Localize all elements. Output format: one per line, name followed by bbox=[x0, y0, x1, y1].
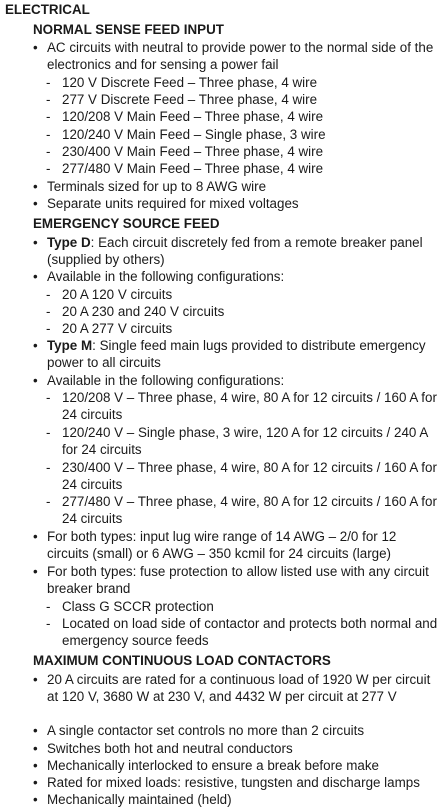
bullet-item-contactor bbox=[33, 740, 439, 757]
bullet-item-normal-intro bbox=[33, 39, 439, 74]
dash-item-fuse bbox=[46, 598, 440, 615]
bullet-text: Terminals sized for up to 8 AWG wire bbox=[47, 179, 267, 194]
dash-item-config bbox=[46, 320, 440, 337]
bullet-text: Rated for mixed loads: resistive, tungsten and discharge lamps bbox=[47, 775, 420, 790]
bullet-glyph: • bbox=[33, 235, 38, 250]
bullet-glyph: • bbox=[33, 179, 38, 194]
bullet-text: For both types: input lug wire range of 14 AWG – 2/0 for 12 circuits (small) or 6 AWG – 350 kcmil for 24 circuits (large) bbox=[47, 529, 397, 562]
bullet-text: 20 A circuits are rated for a continuous load of 1920 W per circuit at 120 V, 3680 W at 230 V, and 4432 W per circuit at 277 V bbox=[47, 672, 431, 705]
dash-glyph: - bbox=[46, 287, 51, 302]
bullet-item-contactor bbox=[33, 774, 439, 791]
dash-text: 277/480 V – Three phase, 4 wire, 80 A for 12 circuits / 160 A for 24 circuits bbox=[62, 494, 437, 527]
type-m-label: Type M bbox=[47, 338, 93, 353]
bullet-text: AC circuits with neutral to provide power to the normal side of the electronics and for sensing a power fail bbox=[47, 40, 434, 73]
dash-item-feed bbox=[46, 91, 440, 108]
dash-item-fuse bbox=[46, 615, 440, 650]
dash-item-config bbox=[46, 286, 440, 303]
bullet-item-contactor bbox=[33, 791, 439, 808]
bullet-item-separate-units bbox=[33, 195, 439, 212]
dash-glyph: - bbox=[46, 599, 51, 614]
bullet-glyph: • bbox=[33, 338, 38, 353]
dash-glyph: - bbox=[46, 127, 51, 142]
bullet-item-fuse-protection bbox=[33, 563, 439, 598]
bullet-text bbox=[33, 337, 439, 372]
section-heading-electrical: ELECTRICAL bbox=[5, 2, 90, 17]
bullet-text bbox=[33, 234, 439, 269]
bullet-text: Mechanically maintained (held) bbox=[47, 792, 232, 807]
dash-glyph: - bbox=[46, 161, 51, 176]
dash-glyph: - bbox=[46, 144, 51, 159]
dash-item-feed bbox=[46, 143, 440, 160]
dash-text: 20 A 230 and 240 V circuits bbox=[62, 304, 225, 319]
dash-glyph: - bbox=[46, 425, 51, 440]
bullet-glyph: • bbox=[33, 529, 38, 544]
type-m-description: : Single feed main lugs provided to distribute emergency power to all circuits bbox=[47, 338, 426, 371]
bullet-item-terminals bbox=[33, 178, 439, 195]
dash-text: 120 V Discrete Feed – Three phase, 4 wire bbox=[62, 75, 318, 90]
dash-item-feed bbox=[46, 108, 440, 125]
bullet-item-available-configs bbox=[33, 372, 439, 389]
bullet-glyph: • bbox=[33, 758, 38, 773]
bullet-item-contactor bbox=[33, 722, 439, 739]
bullet-text: Switches both hot and neutral conductors bbox=[47, 741, 293, 756]
dash-glyph: - bbox=[46, 75, 51, 90]
dash-text: 20 A 120 V circuits bbox=[62, 287, 173, 302]
bullet-text: Available in the following configurations: bbox=[47, 269, 285, 284]
bullet-item-lug-range bbox=[33, 528, 439, 563]
dash-text: 277 V Discrete Feed – Three phase, 4 wire bbox=[62, 92, 318, 107]
bullet-glyph: • bbox=[33, 40, 38, 55]
dash-item-config bbox=[46, 424, 440, 459]
dash-glyph: - bbox=[46, 109, 51, 124]
dash-text: Class G SCCR protection bbox=[62, 599, 214, 614]
dash-text: 120/208 V Main Feed – Three phase, 4 wire bbox=[62, 109, 324, 124]
bullet-item-available-configs bbox=[33, 268, 439, 285]
bullet-text: For both types: fuse protection to allow listed use with any circuit breaker brand bbox=[47, 564, 429, 597]
dash-glyph: - bbox=[46, 616, 51, 631]
dash-glyph: - bbox=[46, 494, 51, 509]
bullet-text: Separate units required for mixed voltages bbox=[47, 196, 299, 211]
bullet-glyph: • bbox=[33, 196, 38, 211]
bullet-glyph: • bbox=[33, 723, 38, 738]
bullet-glyph: • bbox=[33, 564, 38, 579]
dash-text: Located on load side of contactor and protects both normal and emergency source feeds bbox=[62, 616, 438, 649]
bullet-glyph: • bbox=[33, 672, 38, 687]
dash-text: 120/240 V – Single phase, 3 wire, 120 A for 12 circuits / 240 A for 24 circuits bbox=[62, 425, 428, 458]
dash-glyph: - bbox=[46, 390, 51, 405]
dash-item-config bbox=[46, 303, 440, 320]
dash-item-feed bbox=[46, 160, 440, 177]
subheading-emergency-source-feed: EMERGENCY SOURCE FEED bbox=[33, 216, 220, 231]
subheading-normal-sense-feed: NORMAL SENSE FEED INPUT bbox=[33, 22, 224, 37]
bullet-glyph: • bbox=[33, 741, 38, 756]
dash-glyph: - bbox=[46, 321, 51, 336]
dash-glyph: - bbox=[46, 304, 51, 319]
subheading-max-continuous-load: MAXIMUM CONTINUOUS LOAD CONTACTORS bbox=[33, 653, 331, 668]
bullet-item-contactor bbox=[33, 757, 439, 774]
type-d-label: Type D bbox=[47, 235, 91, 250]
bullet-glyph: • bbox=[33, 373, 38, 388]
dash-item-feed bbox=[46, 126, 440, 143]
dash-text: 230/400 V Main Feed – Three phase, 4 wire bbox=[62, 144, 324, 159]
bullet-glyph: • bbox=[33, 775, 38, 790]
bullet-text: Mechanically interlocked to ensure a break before make bbox=[47, 758, 379, 773]
dash-item-config bbox=[46, 493, 440, 528]
dash-glyph: - bbox=[46, 460, 51, 475]
dash-item-config bbox=[46, 459, 440, 494]
dash-text: 230/400 V – Three phase, 4 wire, 80 A for 12 circuits / 160 A for 24 circuits bbox=[62, 460, 437, 493]
dash-text: 120/208 V – Three phase, 4 wire, 80 A for 12 circuits / 160 A for 24 circuits bbox=[62, 390, 437, 423]
bullet-text: A single contactor set controls no more than 2 circuits bbox=[47, 723, 365, 738]
dash-item-feed bbox=[46, 74, 440, 91]
dash-glyph: - bbox=[46, 92, 51, 107]
bullet-glyph: • bbox=[33, 269, 38, 284]
dash-text: 120/240 V Main Feed – Single phase, 3 wire bbox=[62, 127, 326, 142]
bullet-item-type-d bbox=[33, 234, 439, 269]
dash-item-config bbox=[46, 389, 440, 424]
bullet-glyph: • bbox=[33, 792, 38, 807]
dash-text: 20 A 277 V circuits bbox=[62, 321, 173, 336]
bullet-text: Available in the following configurations: bbox=[47, 373, 285, 388]
dash-text: 277/480 V Main Feed – Three phase, 4 wire bbox=[62, 161, 324, 176]
type-d-description: : Each circuit discretely fed from a remote breaker panel (supplied by others) bbox=[47, 235, 423, 268]
bullet-item-contactor bbox=[33, 671, 439, 706]
bullet-item-type-m bbox=[33, 337, 439, 372]
